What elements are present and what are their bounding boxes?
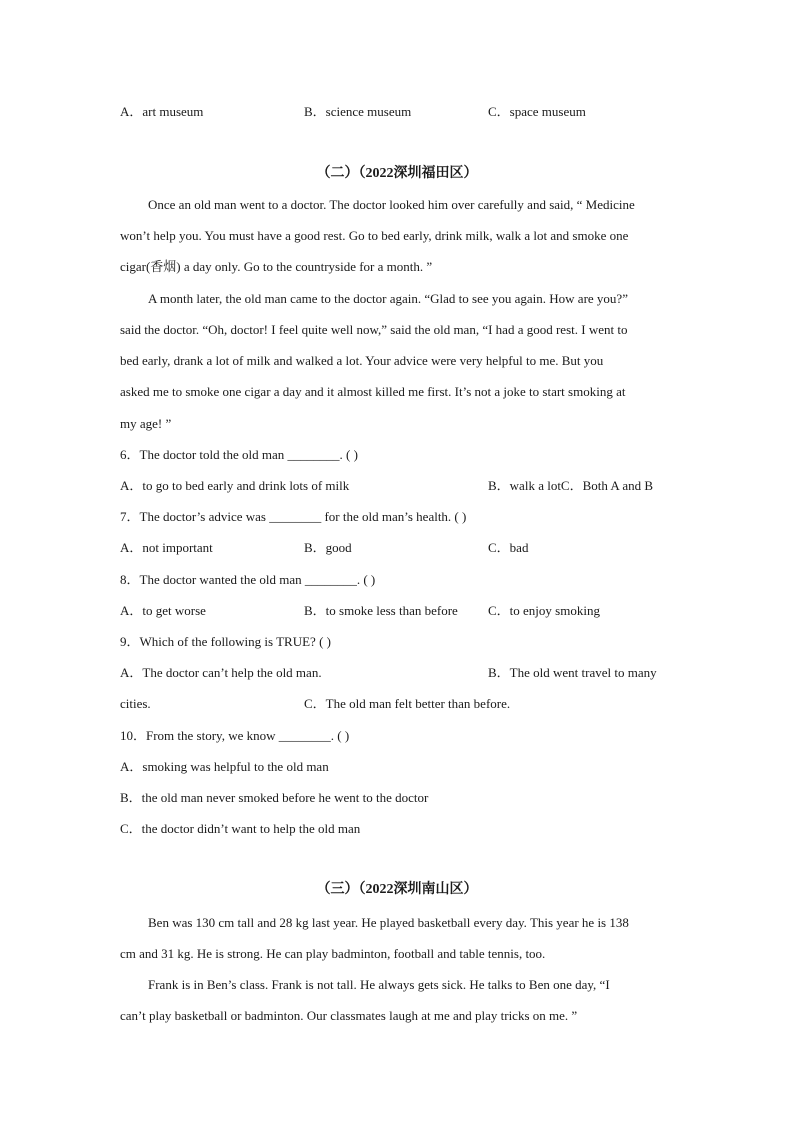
- q9-option-b-continued: cities.: [120, 696, 151, 711]
- q9-option-c: C．The old man felt better than before.: [304, 696, 511, 711]
- q9-option-a: A．The doctor can’t help the old man.: [120, 665, 322, 680]
- passage-line: said the doctor. “Oh, doctor! I feel quite well now,” said the old man, “I had a good rest. I went to: [120, 322, 628, 337]
- passage-line: bed early, drank a lot of milk and walked a lot. Your advice were very helpful to me. But you: [120, 353, 604, 368]
- q7-option-a: A．not important: [120, 540, 213, 555]
- section3-heading: （三）（2022深圳南山区）: [316, 882, 478, 897]
- q6-option-a: A．to go to bed early and drink lots of milk: [120, 478, 350, 493]
- q8-option-b: B．to smoke less than before: [304, 603, 458, 618]
- q8-option-c: C．to enjoy smoking: [488, 603, 600, 618]
- passage-line: asked me to smoke one cigar a day and it almost killed me first. It’s not a joke to start smoking at: [120, 384, 626, 399]
- question-7: 7．The doctor’s advice was ________ for the old man’s health. ( ): [120, 509, 467, 524]
- question-6: 6．The doctor told the old man ________. ( ): [120, 447, 358, 462]
- passage-line: Frank is in Ben’s class. Frank is not tall. He always gets sick. He talks to Ben one day, “I: [148, 977, 610, 992]
- section2-heading: （二）（2022深圳福田区）: [316, 166, 478, 181]
- option-a-art-museum: A．art museum: [120, 104, 204, 119]
- question-9: 9．Which of the following is TRUE? ( ): [120, 634, 331, 649]
- q7-option-c: C．bad: [488, 540, 529, 555]
- q8-option-a: A．to get worse: [120, 603, 206, 618]
- question-10: 10．From the story, we know ________. ( ): [120, 728, 350, 743]
- q10-option-b: B．the old man never smoked before he went to the doctor: [120, 790, 429, 805]
- q9-option-b: B．The old went travel to many: [488, 665, 657, 680]
- passage-line: won’t help you. You must have a good rest. Go to bed early, drink milk, walk a lot and smoke one: [120, 228, 629, 243]
- option-c-space-museum: C．space museum: [488, 104, 586, 119]
- passage-line: cm and 31 kg. He is strong. He can play badminton, football and table tennis, too.: [120, 946, 546, 961]
- passage-line: Once an old man went to a doctor. The doctor looked him over carefully and said, “ Medicine: [148, 197, 635, 212]
- passage-line: A month later, the old man came to the doctor again. “Glad to see you again. How are you?”: [148, 291, 628, 306]
- q6-option-bc: B．walk a lotC．Both A and B: [488, 478, 654, 493]
- passage-line: can’t play basketball or badminton. Our classmates laugh at me and play tricks on me. ”: [120, 1008, 578, 1023]
- passage-line: cigar(香烟) a day only. Go to the countryside for a month. ”: [120, 259, 433, 274]
- option-b-science-museum: B．science museum: [304, 104, 412, 119]
- passage-line: my age! ”: [120, 416, 172, 431]
- q10-option-a: A．smoking was helpful to the old man: [120, 759, 329, 774]
- question-8: 8．The doctor wanted the old man ________. ( ): [120, 572, 376, 587]
- q7-option-b: B．good: [304, 540, 352, 555]
- passage-line: Ben was 130 cm tall and 28 kg last year. He played basketball every day. This year he is 138: [148, 915, 629, 930]
- q10-option-c: C．the doctor didn’t want to help the old man: [120, 821, 361, 836]
